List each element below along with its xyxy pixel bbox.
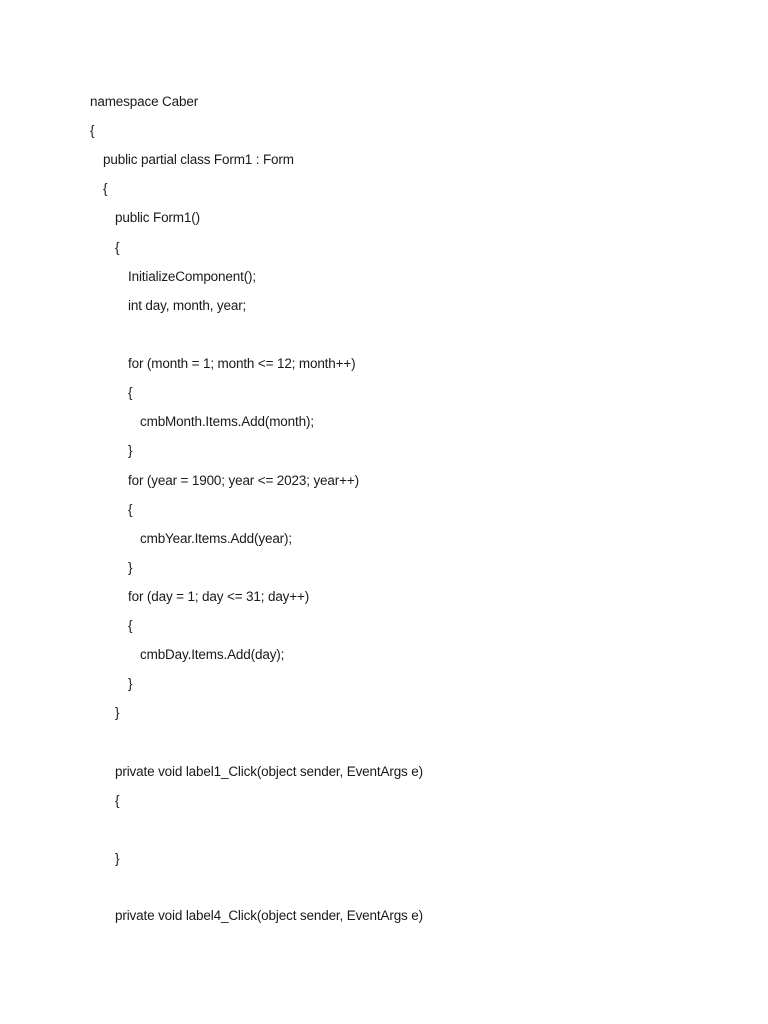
code-line-open-brace: {: [128, 502, 133, 517]
code-line-namespace: namespace Caber: [90, 94, 199, 109]
code-line-class-declaration: public partial class Form1 : Form: [103, 152, 294, 167]
code-line-open-brace: {: [128, 385, 133, 400]
code-line-close-brace: }: [128, 560, 133, 575]
code-line-open-brace: {: [90, 123, 95, 138]
code-line-open-brace: {: [128, 618, 133, 633]
code-line-close-brace: }: [115, 851, 120, 866]
code-line-label1-click: private void label1_Click(object sender, EventArgs e): [115, 764, 423, 779]
code-line-open-brace: {: [115, 793, 120, 808]
code-line-constructor: public Form1(): [115, 210, 200, 225]
code-line-for-year: for (year = 1900; year <= 2023; year++): [128, 473, 359, 488]
code-line-add-month: cmbMonth.Items.Add(month);: [140, 414, 314, 429]
code-line-for-day: for (day = 1; day <= 31; day++): [128, 589, 310, 604]
code-line-close-brace: }: [128, 676, 133, 691]
code-line-close-brace: }: [115, 705, 120, 720]
code-line-label4-click: private void label4_Click(object sender, EventArgs e): [115, 908, 423, 923]
code-line-add-year: cmbYear.Items.Add(year);: [140, 531, 292, 546]
code-line-open-brace: {: [115, 240, 120, 255]
code-line-variable-declaration: int day, month, year;: [128, 298, 247, 313]
code-line-add-day: cmbDay.Items.Add(day);: [140, 647, 285, 662]
code-line-initialize: InitializeComponent();: [128, 269, 257, 284]
code-line-open-brace: {: [103, 181, 108, 196]
code-line-for-month: for (month = 1; month <= 12; month++): [128, 356, 356, 371]
code-line-close-brace: }: [128, 443, 133, 458]
